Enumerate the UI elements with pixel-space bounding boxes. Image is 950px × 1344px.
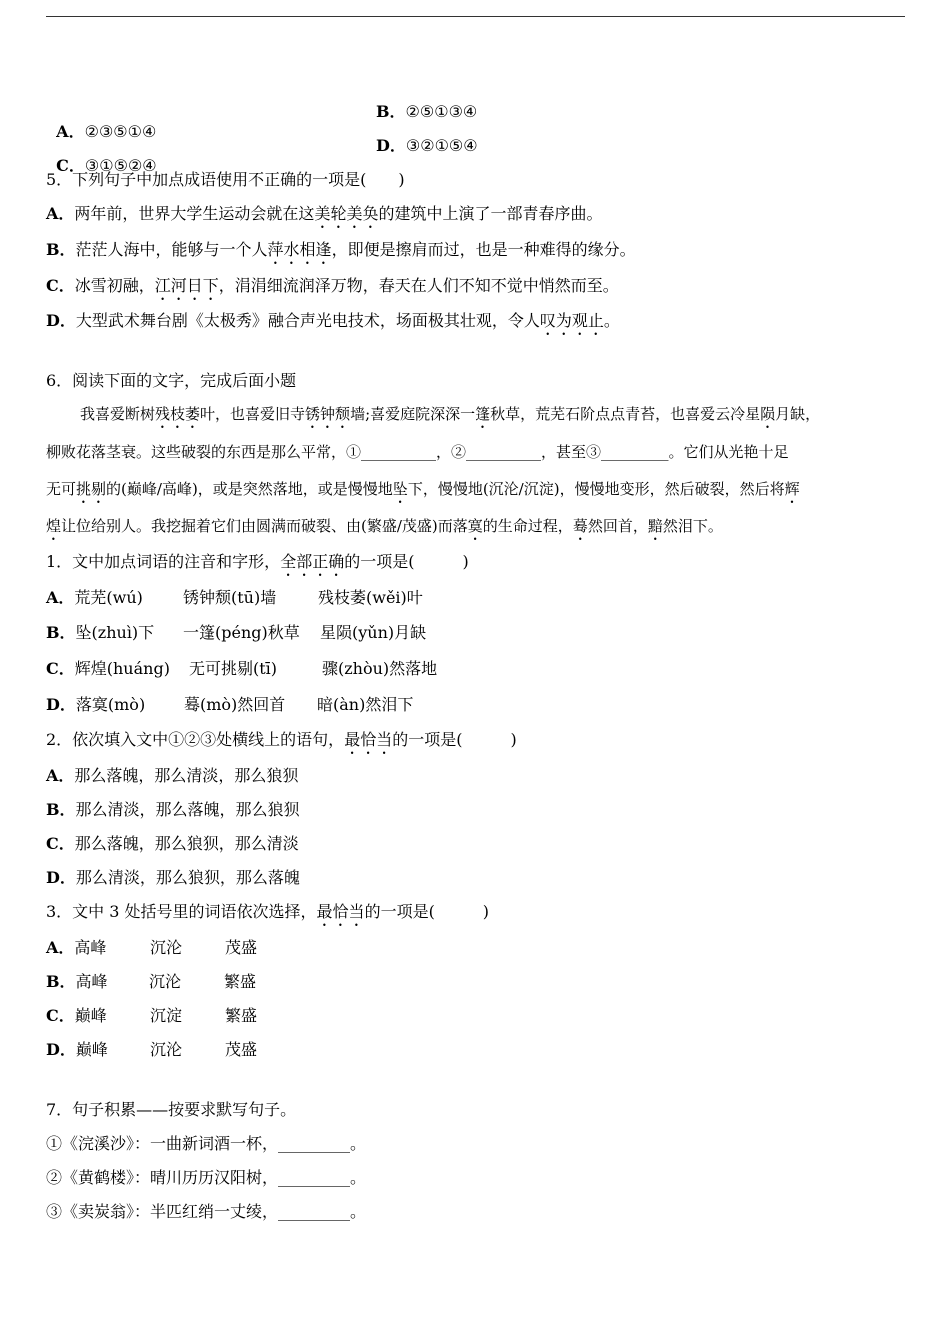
q7-line-2[interactable]: ②《黄鹤楼》：晴川历历汉阳树，_________。 <box>46 1168 367 1187</box>
q7-line-3[interactable]: ③《卖炭翁》：半匹红绡一丈绫，_________。 <box>46 1202 367 1221</box>
passage-line-3: 无可挑剔的(巅峰/高峰)，或是突然落地，或是慢慢地坠下，慢慢地(沉沦/沉淀)，慢慢地变形，然后破裂，然后将辉 <box>46 480 800 498</box>
passage-line-4: 煌让位给别人。我挖掘着它们由圆满而破裂、由(繁盛/茂盛)而落寞的生命过程，蓦然回首，黯然泪下。 <box>46 517 723 535</box>
sub3-stem: 3．文中 3 处括号里的词语依次选择，最恰当的一项是( ) <box>46 902 490 921</box>
passage-line-2: 柳败花落茎衰。这些破裂的东西是那么平常，①__________，②__________，甚至③_________。它们从光艳十足 <box>46 443 789 461</box>
sub3-option-a[interactable]: A．高峰 沉沦 茂盛 <box>46 938 258 957</box>
option-c[interactable]: C．③①⑤②④ <box>56 156 157 175</box>
q5-stem: 5．下列句子中加点成语使用不正确的一项是( ) <box>46 170 405 189</box>
option-b[interactable]: B．②⑤①③④ <box>376 102 478 121</box>
passage-line-1: 我喜爱断树残枝萎叶，也喜爱旧寺锈钟颓墙;喜爱庭院深深一篷秋草，荒芜石阶点点青苔，也喜爱云冷星陨月缺， <box>80 405 821 423</box>
sub3-option-c[interactable]: C．巅峰 沉淀 繁盛 <box>46 1006 258 1025</box>
sub1-option-b[interactable]: B．坠(zhuì)下 一篷(péng)秋草 星陨(yǔn)月缺 <box>46 623 427 642</box>
sub2-option-c[interactable]: C．那么落魄，那么狼狈，那么清淡 <box>46 834 299 853</box>
sub1-option-d[interactable]: D．落寞(mò) 蓦(mò)然回首 暗(àn)然泪下 <box>46 695 414 714</box>
sub2-option-b[interactable]: B．那么清淡，那么落魄，那么狼狈 <box>46 800 300 819</box>
sub3-option-b[interactable]: B．高峰 沉沦 繁盛 <box>46 972 257 991</box>
q7-line-1[interactable]: ①《浣溪沙》：一曲新词酒一杯，_________。 <box>46 1134 367 1153</box>
sub3-option-d[interactable]: D．巅峰 沉沦 茂盛 <box>46 1040 258 1059</box>
option-d[interactable]: D．③②①⑤④ <box>376 136 478 155</box>
sub1-stem: 1．文中加点词语的注音和字形，全部正确的一项是( ) <box>46 552 469 571</box>
sub2-stem: 2．依次填入文中①②③处横线上的语句，最恰当的一项是( ) <box>46 730 517 749</box>
sub1-option-a[interactable]: A．荒芜(wú) 锈钟颓(tū)墙 残枝萎(wěi)叶 <box>46 588 423 607</box>
sub2-option-d[interactable]: D．那么清淡，那么狼狈，那么落魄 <box>46 868 300 887</box>
q5-option-d[interactable]: D．大型武术舞台剧《太极秀》融合声光电技术，场面极其壮观，令人叹为观止。 <box>46 311 620 330</box>
q6-stem: 6．阅读下面的文字，完成后面小题 <box>46 371 297 390</box>
sub2-option-a[interactable]: A．那么落魄，那么清淡，那么狼狈 <box>46 766 299 785</box>
q5-option-a[interactable]: A．两年前，世界大学生运动会就在这美轮美奂的建筑中上演了一部青春序曲。 <box>46 204 603 223</box>
q5-option-b[interactable]: B．茫茫人海中，能够与一个人萍水相逢，即便是擦肩而过，也是一种难得的缘分。 <box>46 240 636 259</box>
q5-option-c[interactable]: C．冰雪初融，江河日下，涓涓细流润泽万物，春天在人们不知不觉中悄然而至。 <box>46 276 619 295</box>
header-rule <box>46 16 905 17</box>
sub1-option-c[interactable]: C．辉煌(huáng) 无可挑剔(tī) 骤(zhòu)然落地 <box>46 659 438 678</box>
q7-stem: 7．句子积累——按要求默写句子。 <box>46 1100 297 1119</box>
option-a[interactable]: A．②③⑤①④ <box>56 122 157 141</box>
